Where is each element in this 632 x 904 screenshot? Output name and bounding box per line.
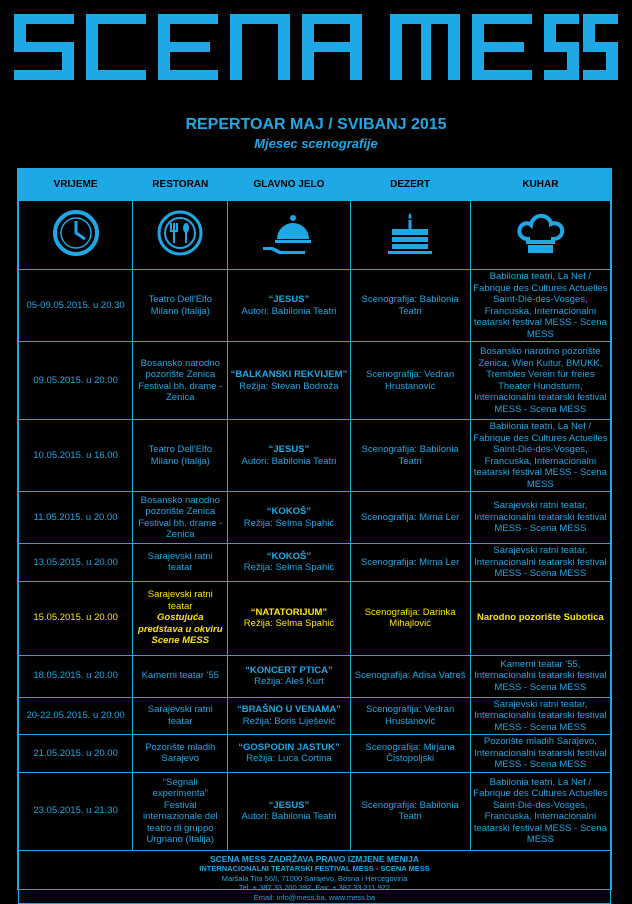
scena-mess-logo bbox=[0, 0, 632, 90]
table-row bbox=[19, 270, 611, 342]
venue-text: Sarajevski ratni teatar bbox=[147, 704, 213, 727]
scenography-text: Scenografija: Darinka Mihajlović bbox=[364, 606, 456, 629]
show-credit: Režija: Selma Spahić bbox=[243, 618, 335, 629]
organization-name: INTERNACIONALNI TEATARSKI FESTIVAL MESS - SCENA MESS bbox=[199, 864, 430, 873]
scenography-text: Scenografija: Babilonia Teatri bbox=[361, 799, 459, 822]
cell-show bbox=[228, 270, 350, 342]
time-text: 11.05.2015. u 20.00 bbox=[33, 511, 118, 523]
cell-show bbox=[228, 544, 350, 582]
cell-dessert bbox=[350, 735, 470, 773]
cell-time bbox=[19, 420, 133, 492]
cell-chef bbox=[470, 772, 610, 850]
scenography-text: Scenografija: Babilonia Teatri bbox=[361, 294, 459, 317]
show-title: “BALKANSKI REKVIJEM” bbox=[230, 369, 348, 380]
cell-chef bbox=[470, 655, 610, 697]
cell-show bbox=[228, 655, 350, 697]
cell-venue bbox=[133, 735, 228, 773]
show-title: “BRAŠNO U VENAMA” bbox=[236, 704, 341, 716]
table-row bbox=[19, 420, 611, 492]
column-header-time: VRIJEME bbox=[19, 170, 133, 201]
producer-text: Pozorište mladih Sarajevo, Internacionalni teatarski festival MESS - Scena MESS bbox=[474, 736, 607, 770]
birthday-cake-icon bbox=[384, 209, 436, 257]
time-text: 15.05.2015. u 20.00 bbox=[33, 612, 118, 624]
show-title: “JESUS” bbox=[268, 444, 310, 455]
cell-time bbox=[19, 492, 133, 544]
cell-dessert bbox=[350, 544, 470, 582]
time-text: 09.05.2015. u 20.00 bbox=[33, 374, 118, 386]
cell-venue bbox=[133, 581, 228, 655]
cell-dessert bbox=[350, 270, 470, 342]
cell-dessert bbox=[350, 655, 470, 697]
cell-venue bbox=[133, 655, 228, 697]
show-credit: Režija: Boris Liješević bbox=[242, 715, 336, 727]
cell-venue bbox=[133, 342, 228, 420]
cell-show bbox=[228, 772, 350, 850]
cell-time bbox=[19, 544, 133, 582]
cell-chef bbox=[470, 581, 610, 655]
cell-venue bbox=[133, 697, 228, 735]
producer-text: Sarajevski ratni teatar, Internacionalni teatarski festival MESS - Scena MESS bbox=[474, 545, 607, 579]
scenography-text: Scenografija: Mirna Ler bbox=[361, 511, 460, 523]
cell-time bbox=[19, 772, 133, 850]
cell-time bbox=[19, 342, 133, 420]
cell-venue bbox=[133, 270, 228, 342]
clock-icon bbox=[52, 209, 100, 257]
scenography-text: Scenografija: Adisa Vatreš bbox=[354, 670, 466, 682]
time-text: 05-09.05.2015. u 20.30 bbox=[26, 299, 125, 311]
time-text: 20-22.05.2015. u 20.00 bbox=[26, 710, 125, 721]
page-title: REPERTOAR MAJ / SVIBANJ 2015 bbox=[185, 116, 447, 133]
cell-chef bbox=[470, 270, 610, 342]
time-text: 13.05.2015. u 20.00 bbox=[33, 556, 118, 568]
column-header-chef: KUHAR bbox=[470, 170, 610, 201]
show-title: “GOSPODIN JASTUK” bbox=[238, 741, 340, 753]
cell-time bbox=[19, 581, 133, 655]
cell-chef bbox=[470, 697, 610, 735]
show-title: “KONCERT PTICA” bbox=[245, 664, 333, 676]
venue-text: “Segnali experimenta” Festival internazionale del teatro di gruppo Urgnano (Italija) bbox=[143, 776, 218, 845]
email-web: Email: info@mess.ba, www.mess.ba bbox=[253, 892, 376, 902]
venue-text: Teatro Dell'Elfo Milano (Italija) bbox=[148, 444, 213, 467]
scenography-text: Scenografija: Vedran Hrustanović bbox=[366, 704, 455, 727]
phone-fax: Tel: + 387 33 200 392, Fax: + 387 33 211 972 bbox=[238, 883, 391, 892]
column-header-venue: RESTORAN bbox=[133, 170, 228, 201]
table-row bbox=[19, 735, 611, 773]
show-title: “KOKOŠ” bbox=[266, 550, 312, 562]
cell-time bbox=[19, 270, 133, 342]
scenography-text: Scenografija: Mirjana Čistopoljski bbox=[365, 741, 455, 765]
show-title: “KOKOŠ” bbox=[266, 506, 312, 517]
show-credit: Autori: Babilonia Teatri bbox=[241, 455, 337, 467]
table-row bbox=[19, 342, 611, 420]
show-credit: Režija: Aleš Kurt bbox=[254, 676, 324, 687]
chef-hat-icon bbox=[514, 209, 566, 257]
cell-dessert bbox=[350, 342, 470, 420]
cell-show bbox=[228, 697, 350, 735]
producer-text: Kamerni teatar '55, Internacionalni teatarski festival MESS - Scena MESS bbox=[474, 658, 607, 693]
show-title: “JESUS” bbox=[268, 799, 310, 811]
footer bbox=[19, 850, 611, 904]
cell-chef bbox=[470, 544, 610, 582]
cell-chef bbox=[470, 342, 610, 420]
time-text: 21.05.2015. u 20.00 bbox=[33, 747, 118, 759]
venue-text: Pozorište mladih Sarajevo bbox=[145, 741, 216, 765]
show-credit: Režija: Stevan Bodroža bbox=[239, 380, 339, 392]
cell-time bbox=[19, 735, 133, 773]
cell-show bbox=[228, 420, 350, 492]
cell-time bbox=[19, 697, 133, 735]
table-row bbox=[19, 544, 611, 582]
cell-show bbox=[228, 581, 350, 655]
cell-chef bbox=[470, 420, 610, 492]
venue-text: Bosansko narodno pozorište Zenica Festival bh. drame - Zenica bbox=[138, 357, 223, 403]
cell-dessert bbox=[350, 697, 470, 735]
cell-dessert bbox=[350, 581, 470, 655]
scenography-text: Scenografija: Mirna Ler bbox=[361, 556, 460, 568]
cell-venue bbox=[133, 544, 228, 582]
cell-show bbox=[228, 342, 350, 420]
producer-text: Bosansko narodno pozorište Zenica, Wien Kultur, BMUKK, Trembles Verein für freies Theater Hundsturm, Internacionalni teatarski festival MESS - Scena MESS bbox=[474, 346, 607, 415]
show-title: “JESUS” bbox=[268, 294, 310, 305]
table-row bbox=[19, 655, 611, 697]
page-subtitle: Mjesec scenografije bbox=[254, 136, 378, 151]
show-credit: Autori: Babilonia Teatri bbox=[241, 305, 337, 317]
show-credit: Autori: Babilonia Teatri bbox=[241, 811, 337, 822]
cell-time bbox=[19, 655, 133, 697]
venue-text: Teatro Dell'Elfo Milano (Italija) bbox=[148, 294, 213, 317]
table-row bbox=[19, 581, 611, 655]
cell-dessert bbox=[350, 492, 470, 544]
plate-cutlery-icon bbox=[156, 209, 204, 257]
cell-chef bbox=[470, 492, 610, 544]
time-text: 23.05.2015. u 21.30 bbox=[33, 805, 118, 817]
icon-row bbox=[19, 201, 611, 270]
producer-text: Narodno pozorište Subotica bbox=[477, 612, 604, 624]
table-row bbox=[19, 697, 611, 735]
cell-dessert bbox=[350, 772, 470, 850]
venue-text: Sarajevski ratni teatar bbox=[147, 589, 213, 612]
time-text: 18.05.2015. u 20.00 bbox=[33, 670, 118, 682]
producer-text: Babilonia teatri, La Nef / Fabrique des Cultures Actuelles Saint-Dié-des-Vosges, Francuska, Internacionalni teatarski festival MESS - Scena MESS bbox=[473, 271, 608, 340]
venue-note: Gostujuća predstava u okviru Scene MESS bbox=[138, 612, 223, 647]
cell-venue bbox=[133, 772, 228, 850]
column-header-show: GLAVNO JELO bbox=[228, 170, 350, 201]
producer-text: Babilonia teatri, La Nef / Fabrique des Cultures Actuelles Saint-Dié-des-Vosges, Francuska, Internacionalni teatarski festival MESS - Scena MESS bbox=[473, 421, 608, 490]
producer-text: Sarajevski ratni teatar, Internacionalni teatarski festival MESS - Scena MESS bbox=[474, 698, 607, 733]
time-text: 10.05.2015. u 16.00 bbox=[33, 449, 118, 461]
repertoire-table bbox=[17, 168, 612, 902]
producer-text: Babilonia teatri, La Nef / Fabrique des Cultures Actuelles Saint-Dié-des-Vosges, Francuska, Internacionalni teatarski festival MESS - Scena MESS bbox=[473, 776, 608, 845]
producer-text: Sarajevski ratni teatar, Internacionalni teatarski festival MESS - Scena MESS bbox=[474, 500, 607, 535]
cell-venue bbox=[133, 492, 228, 544]
show-credit: Režija: Selma Spahić bbox=[243, 562, 335, 574]
venue-text: Bosansko narodno pozorište Zenica Festival bh. drame - Zenica bbox=[138, 494, 223, 540]
column-header-dessert: DEZERT bbox=[350, 170, 470, 201]
cell-chef bbox=[470, 735, 610, 773]
cell-venue bbox=[133, 420, 228, 492]
serving-cloche-icon bbox=[259, 209, 319, 257]
table-row bbox=[19, 492, 611, 544]
cell-dessert bbox=[350, 420, 470, 492]
show-credit: Režija: Luca Cortina bbox=[246, 753, 332, 765]
scenography-text: Scenografija: Babilonia Teatri bbox=[361, 444, 459, 467]
menu-change-notice: SCENA MESS ZADRŽAVA PRAVO IZMJENE MENIJA bbox=[209, 853, 420, 864]
cell-show bbox=[228, 492, 350, 544]
address: Maršala Tita 56/I, 71000 Sarajevo, Bosna i Hercegovina bbox=[221, 873, 408, 883]
venue-text: Sarajevski ratni teatar bbox=[147, 550, 213, 574]
venue-text: Kamerni teatar '55 bbox=[141, 670, 219, 682]
table-row bbox=[19, 772, 611, 850]
scenography-text: Scenografija: Vedran Hrustanović bbox=[366, 369, 455, 392]
cell-show bbox=[228, 735, 350, 773]
show-title: “NATATORIJUM” bbox=[250, 606, 328, 618]
show-credit: Režija: Selma Spahić bbox=[243, 517, 335, 529]
